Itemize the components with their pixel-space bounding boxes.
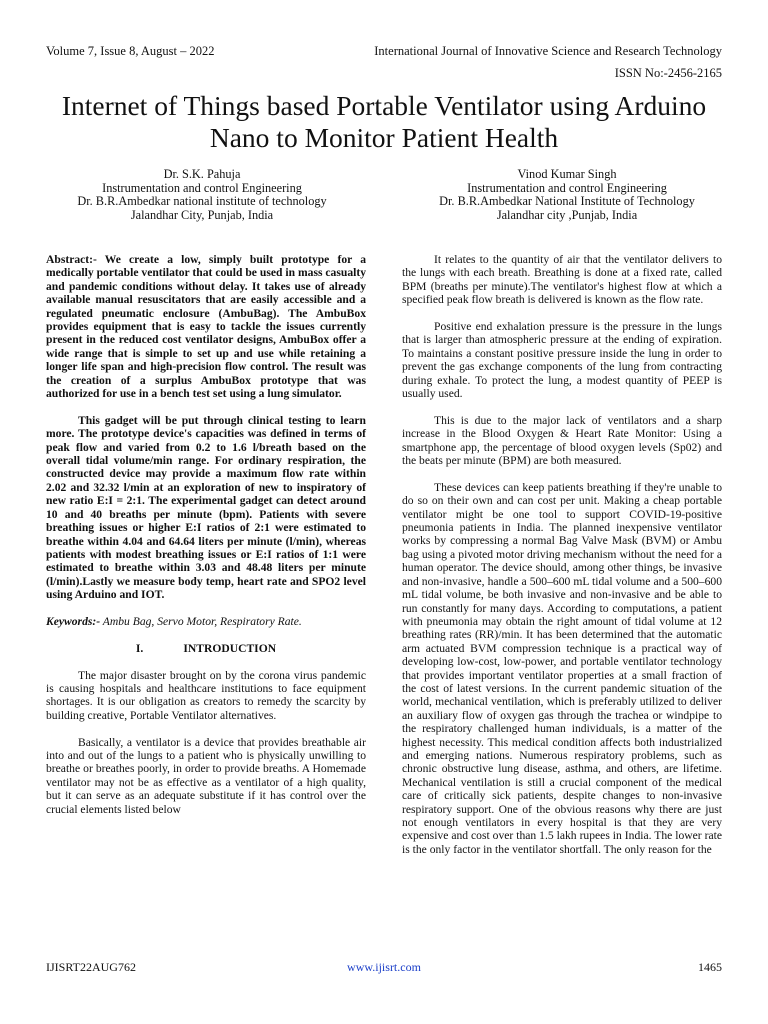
- volume-info: Volume 7, Issue 8, August – 2022: [46, 44, 215, 58]
- body-paragraph-4: These devices can keep patients breathing if they're unable to do so on their own and can cost per unit. Making a cheap portable ventilator might be one tool to support COVID-19-positive pneumonia patients in India. The planned inexpensive ventilator works by compressing a normal Bag Valve Mask (BVM) or Ambu bag using a pivoted motor driving mechanism without the need for a human operator. The device should, among other things, be invasive and non-invasive, handle a 500–600 mL tidal volume and a 500–600 mL tidal volume, be both invasive and non-invasive and be able to run constantly for many days. According to computations, a patient with pneumonia may obtain the right amount of tidal volume at 12 breathing rates (RR)/min. It has been determined that the automatic arm actuated BVM compression technique is a practical way of developing low-cost, low-power, and portable ventilator technology that provides important ventilator properties at a small fraction of the cost of latest versions. In the current pandemic situation of the world, mechanical ventilation, which is preferably utilized to deliver an auxiliary flow of oxygen gas through the trachea or windpipe to the respiratory challenged human individuals, is a matter of the highest necessity. This medical condition affects both industrialized and emerging nations. Numerous respiratory problems, such as chronic obstructive lung disease, asthma, and others, are lifetime. Mechanical ventilation is still a crucial component of the medical care of critically sick patients, despite changes to non-invasive respiratory support. One of the obvious reasons why there are just not enough ventilators in every hospital is that they are very expensive and cost over than 1.5 lakh rupees in India. The lower rate is the only factor in the ventilator shortfall. The only reason for the: [402, 480, 722, 856]
- author-institution: Dr. B.R.Ambedkar national institute of technology: [77, 194, 327, 208]
- page-number: 1465: [698, 960, 722, 974]
- body-paragraph-2: Positive end exhalation pressure is the pressure in the lungs that is larger than atmospheric pressure at the ending of expiration. To maintains a constant positive pressure inside the lung in order to prevent the gas exchange components of the lung from contracting during exhale. To protect the lung, a modest quantity of PEEP is usually used.: [402, 320, 722, 401]
- paper-title: Internet of Things based Portable Ventilator using Arduino Nano to Monitor Patient Health: [61, 90, 707, 153]
- body-paragraph-1: It relates to the quantity of air that the ventilator delivers to the lungs with each breath. Breathing is done at a fixed rate, called BPM (breaths per minute).The ventilator's highest flow at which a specified peak flow breath is delivered is known as the flow rate.: [402, 253, 722, 307]
- section-number: I.: [135, 641, 144, 655]
- author-block-2: [402, 168, 732, 222]
- issn: ISSN No:-2456-2165: [614, 66, 722, 80]
- author-block-1: [37, 168, 367, 222]
- body-paragraph-3: This is due to the major lack of ventilators and a sharp increase in the Blood Oxygen & Heart Rate Monitor: Using a smartphone app, the percentage of blood oxygen levels (Sp02) and the beats per minute (BPM) are both measured.: [402, 413, 722, 468]
- author-city: Jalandhar City, Punjab, India: [130, 207, 274, 222]
- keywords-text: Ambu Bag, Servo Motor, Respiratory Rate.: [100, 614, 302, 628]
- journal-url-link[interactable]: www.ijisrt.com: [347, 960, 421, 974]
- left-column: [46, 253, 366, 829]
- section-title: INTRODUCTION: [183, 641, 277, 655]
- author-dept: Instrumentation and control Engineering: [102, 180, 302, 195]
- intro-paragraph-1: The major disaster brought on by the corona virus pandemic is causing hospitals and healthcare institutions to face equipment shortages. It is our obligation as creators to remedy the scarcity by building creative, Portable Ventilator alternatives.: [46, 668, 366, 722]
- paper-code: IJISRT22AUG762: [46, 960, 136, 974]
- author-dept: Instrumentation and control Engineering: [467, 180, 667, 195]
- author-institution: Dr. B.R.Ambedkar National Institute of Technology: [439, 194, 695, 208]
- author-name: Dr. S.K. Pahuja: [163, 167, 241, 181]
- keywords-label: Keywords:-: [46, 614, 101, 628]
- intro-paragraph-2: Basically, a ventilator is a device that provides breathable air into and out of the lungs to a patient who is physically unwilling to breathe or breathes poorly, in order to provide breaths. A Homemade ventilator may not be as effective as a ventilator of a high quality, but it can serve as an adequate substitute if it has control over the crucial elements listed below: [46, 735, 366, 816]
- keywords: [46, 615, 366, 628]
- abstract-paragraph-1: Abstract:- We create a low, simply built prototype for a medically portable ventilator that could be used in mass casualty and pandemic conditions without delay. It takes use of already available manual resuscitators that are easily accessible and a regulated pneumatic enclosure (AmbuBag). The AmbuBox provides equipment that is easy to tackle the issues currently present in the reduced cost ventilator designs, AmbuBox offer a wide range that is simple to set up and use while retaining a longer life span and high-precision flow control. The result was the creation of a surplus AmbuBox prototype that was authorized for use in a bench test set using a lung simulator.: [46, 253, 366, 401]
- section-heading-introduction: [46, 642, 366, 655]
- author-name: Vinod Kumar Singh: [517, 167, 617, 181]
- right-column: [402, 253, 722, 870]
- abstract-paragraph-2: This gadget will be put through clinical testing to learn more. The prototype device's capacities was defined in terms of peak flow and varied from 0.2 to 1.6 l/breath based on the overall tidal volume/min range. For ordinary respiration, the constructed device may provide a maximum flow rate within 2.02 and 32.32 l/min at an exploration of new to inspiratory of new ratio E:I = 2:1. The experimental gadget can detect around 10 and 40 breaths per minute (bpm). Patients with severe breathing issues or higher E:I ratios of 2:1 were estimated to breathe within 4.04 and 64.64 liters per minute (l/min), whereas patients with modest breathing issues or E:I ratios of 1:1 were estimated to breathe within 3.03 and 48.48 liters per minute (l/min).Lastly we measure body temp, heart rate and SPO2 level using Arduino and IOT.: [46, 413, 366, 602]
- author-city: Jalandhar city ,Punjab, India: [496, 207, 638, 222]
- journal-name: International Journal of Innovative Science and Research Technology: [374, 44, 722, 58]
